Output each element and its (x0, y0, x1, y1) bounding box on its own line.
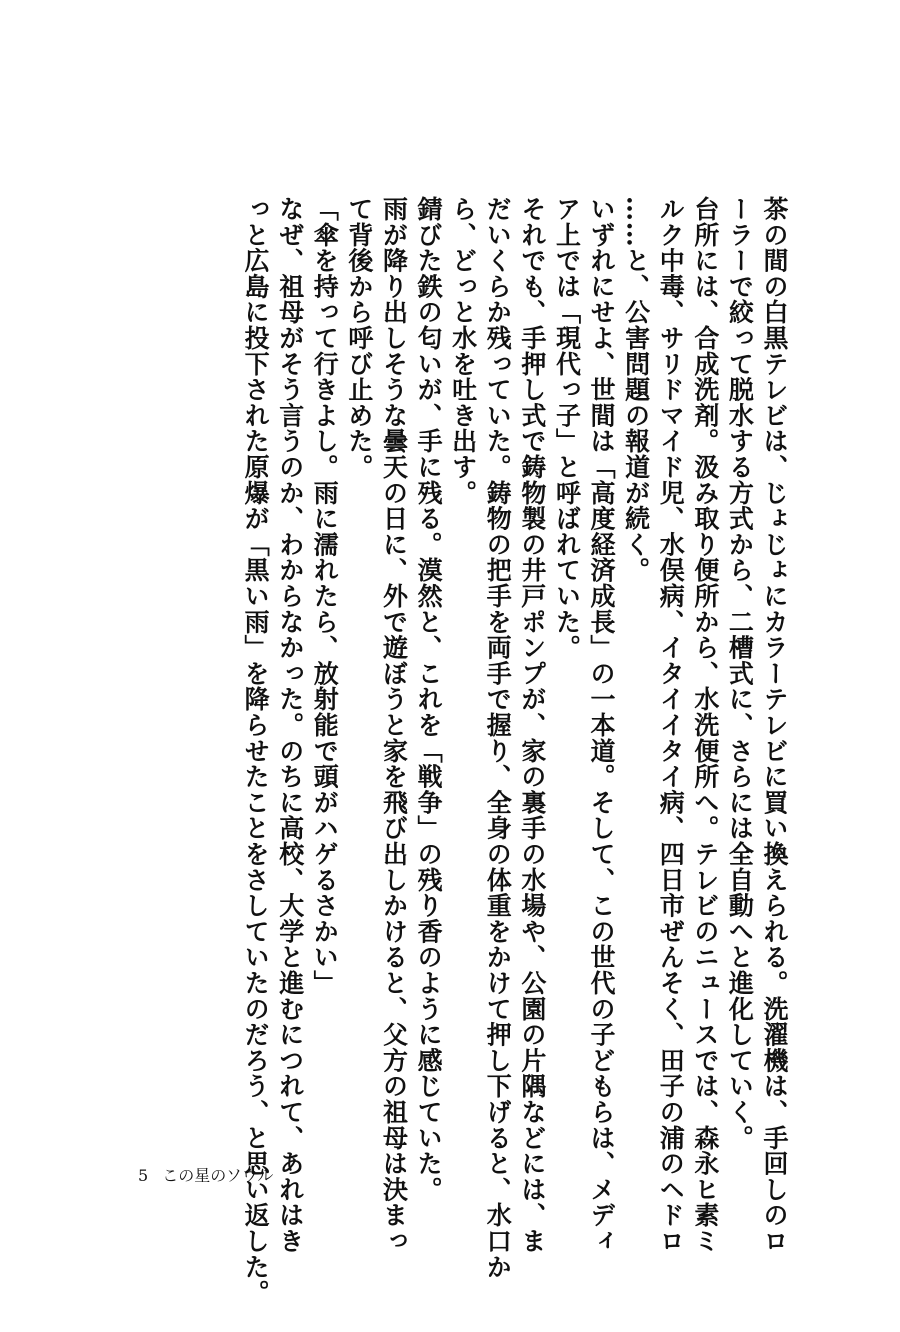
text-line: 「傘を持って行きよし。雨に濡れたら、放射能で頭がハゲるさかい」 (310, 196, 340, 996)
text-line: ーラーで絞って脱水する方式から、二槽式に、さらには全自動へと進化していく。 (725, 196, 755, 1151)
text-line: いずれにせよ、世間は「高度経済成長」の一本道。そして、この世代の子どもらは、メディ (587, 196, 617, 1254)
text-line: なぜ、祖母がそう言うのか、わからなかった。のちに高校、大学と進むにつれて、あれはき (275, 196, 305, 1254)
page-footer (138, 1163, 273, 1186)
text-line: ……と、公害問題の報道が続く。 (621, 196, 651, 583)
text-line: ア上では「現代っ子」と呼ばれていた。 (552, 196, 582, 661)
text-line: だいくらか残っていた。鋳物の把手を両手で握り、全身の体重をかけて押し下げると、水口か (483, 196, 513, 1280)
page-number: 5 (138, 1166, 149, 1185)
text-line: 雨が降り出しそうな曇天の日に、外で遊ぼうと家を飛び出しかけると、父方の祖母は決まっ (379, 196, 409, 1254)
vertical-body-text (238, 196, 792, 1306)
text-line: 台所には、合成洗剤。汲み取り便所から、水洗便所へ。テレビのニュースでは、森永ヒ素ミ (690, 196, 720, 1254)
running-title: この星のソウル (162, 1166, 274, 1185)
text-line: て背後から呼び止めた。 (344, 196, 374, 480)
text-line: 錆びた鉄の匂いが、手に残る。漠然と、これを「戦争」の残り香のように感じていた。 (414, 196, 444, 1203)
text-line: ら、どっと水を吐き出す。 (448, 196, 478, 506)
text-line: それでも、手押し式で鋳物製の井戸ポンプが、家の裏手の水場や、公園の片隅などには、ま (517, 196, 547, 1254)
text-line: ルク中毒、サリドマイド児、水俣病、イタイイタイ病、四日市ぜんそく、田子の浦のヘドロ (656, 196, 686, 1254)
text-line: 茶の間の白黒テレビは、じょじょにカラーテレビに買い換えられる。洗濯機は、手回しのロ (760, 196, 789, 1254)
text-line: っと広島に投下された原爆が「黒い雨」を降らせたことをさしていたのだろう、と思い返した。 (241, 196, 271, 1306)
